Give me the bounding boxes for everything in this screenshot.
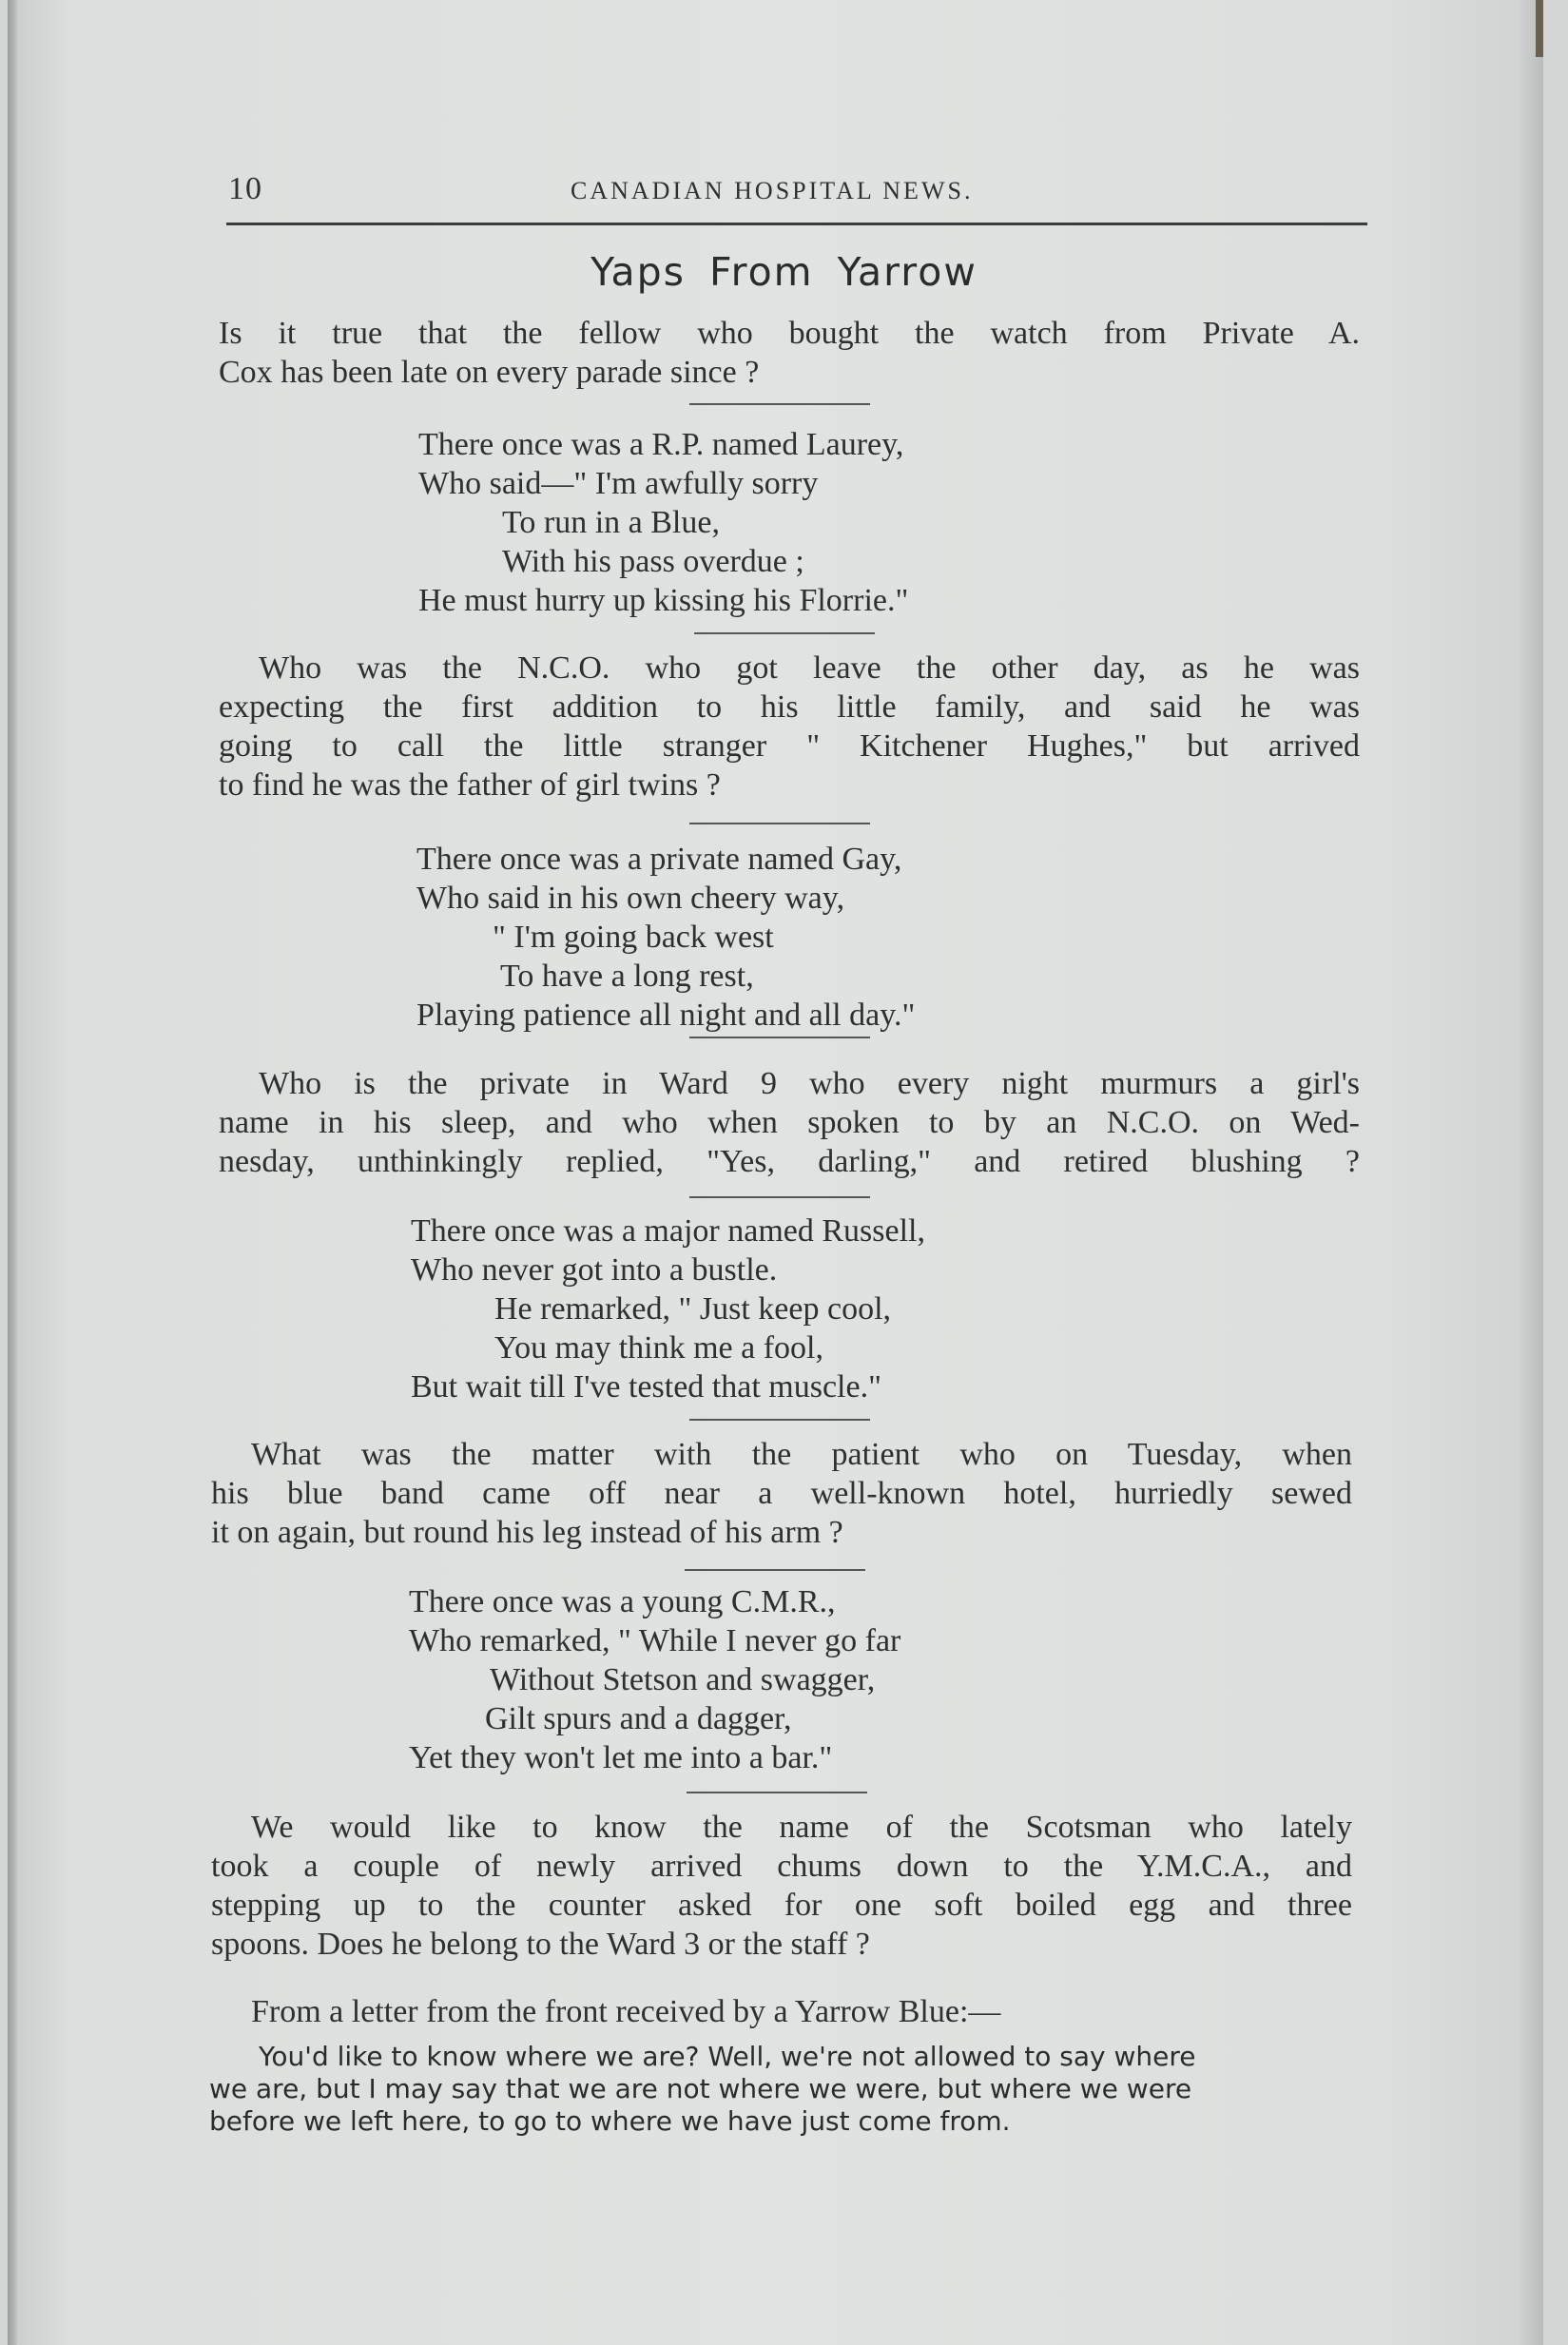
paragraph-blue-band [211,1435,1352,1552]
limerick-cmr [409,1582,900,1777]
text-line: we are, but I may say that we are not where we were, but where we were [209,2073,1192,2104]
text-line: We would like to know the name of the Scotsman who lately [251,1810,1352,1845]
paragraph-watch [219,314,1360,392]
limerick-russell [411,1211,925,1406]
text-line: before we left here, to go to where we have just come from. [209,2105,1011,2137]
verse-line: Playing patience all night and all day." [416,998,916,1033]
verse-line: Who said in his own cheery way, [416,881,845,916]
separator-rule [689,1196,870,1198]
verse-line: Gilt spurs and a dagger, [485,1701,792,1736]
text-line: You'd like to know where we are? Well, we're not allowed to say where [259,2041,1196,2072]
text-line: Who is the private in Ward 9 who every night murmurs a girl's [259,1066,1360,1101]
limerick-laurey [418,425,908,620]
text-line: spoons. Does he belong to the Ward 3 or the staff ? [211,1927,870,1962]
letter-excerpt [209,2041,1348,2138]
page-number: 10 [228,171,262,206]
page-right-edge [1519,0,1543,2345]
separator-rule [687,1792,867,1793]
separator-rule [694,632,875,634]
verse-line: There once was a major named Russell, [411,1213,925,1249]
verse-line: There once was a young C.M.R., [409,1584,836,1619]
limerick-gay [416,840,915,1035]
verse-line: With his pass overdue ; [502,544,804,579]
paragraph-ward-9 [219,1064,1360,1181]
text-line: it on again, but round his leg instead of his arm ? [211,1515,843,1550]
article-title: Yaps From Yarrow [590,249,978,295]
verse-line: There once was a R.P. named Laurey, [418,427,904,462]
verse-line: He remarked, " Just keep cool, [494,1291,892,1327]
text-line: nesday, unthinkingly replied, "Yes, darling," and retired blushing ? [219,1144,1360,1179]
text-line: expecting the first addition to his little family, and said he was [219,689,1360,725]
verse-line: Who said—" I'm awfully sorry [418,466,819,501]
text-line: Who was the N.C.O. who got leave the other day, as he was [259,650,1360,686]
verse-line: " I'm going back west [493,920,774,955]
separator-rule [689,1419,870,1421]
page-header [228,171,1365,209]
text-line: What was the matter with the patient who on Tuesday, when [251,1437,1352,1472]
separator-rule [689,1037,870,1038]
verse-line: There once was a private named Gay, [416,842,902,877]
text-line: going to call the little stranger " Kitchener Hughes," but arrived [219,728,1360,764]
text-line: stepping up to the counter asked for one soft boiled egg and three [211,1888,1352,1923]
text-line: his blue band came off near a well-known hotel, hurriedly sewed [211,1476,1352,1511]
page-spine-shadow [8,0,17,2345]
binding-edge [1536,0,1543,57]
text-line: took a couple of newly arrived chums down to the Y.M.C.A., and [211,1849,1352,1884]
verse-line: Who never got into a bustle. [411,1252,778,1288]
text-line: Cox has been late on every parade since ? [219,355,760,390]
paragraph-nco-twins [219,649,1360,804]
paragraph-scotsman [211,1808,1352,1964]
verse-line: Who remarked, " While I never go far [409,1623,901,1658]
separator-rule [685,1569,865,1571]
text-line: name in his sleep, and who when spoken to by an N.C.O. on Wed- [219,1105,1360,1140]
verse-line: But wait till I've tested that muscle." [411,1369,881,1405]
verse-line: To run in a Blue, [502,505,720,540]
paragraph-letter-intro [251,1992,1345,2031]
separator-rule [689,403,870,405]
verse-line: You may think me a fool, [494,1330,823,1366]
verse-line: To have a long rest, [500,959,754,994]
verse-line: Yet they won't let me into a bar." [409,1740,833,1775]
verse-line: He must hurry up kissing his Florrie." [418,583,909,618]
text-line: to find he was the father of girl twins ? [219,767,721,803]
text-line: Is it true that the fellow who bought the watch from Private A. [219,316,1360,351]
text-line: From a letter from the front received by a Yarrow Blue:— [251,1994,1001,2029]
header-rule [226,223,1367,225]
verse-line: Without Stetson and swagger, [490,1662,876,1697]
running-title: CANADIAN HOSPITAL NEWS. [571,177,974,204]
separator-rule [689,823,870,824]
